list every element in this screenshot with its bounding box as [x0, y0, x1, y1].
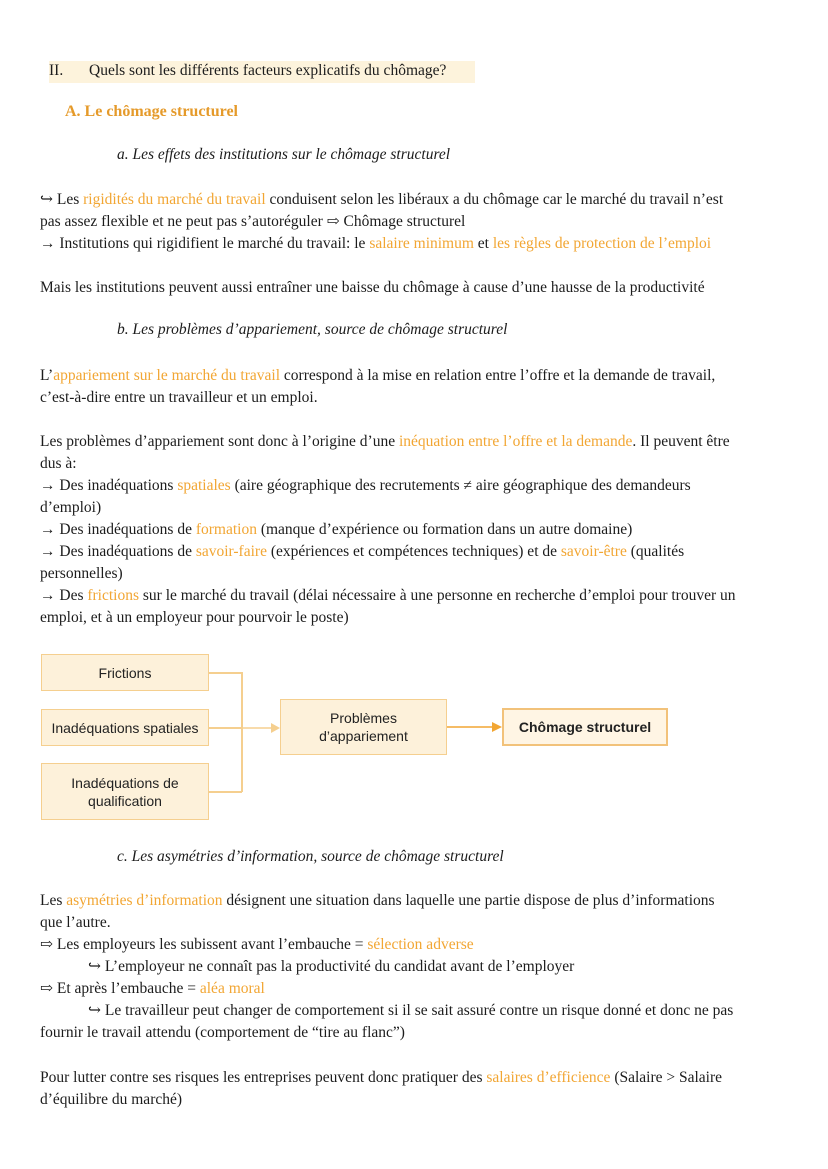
highlight-term: salaire minimum — [369, 235, 474, 252]
highlight-term: sélection adverse — [367, 936, 474, 953]
highlight-term: frictions — [87, 587, 140, 604]
part-b-paragraph-1: L’appariement sur le marché du travail correspond à la mise en relation entre l’offre et la demande de travail, c’est-à-dire entre un travailleur et un emploi. — [40, 367, 716, 406]
part-c-title: c. Les asymétries d’information, source de chômage structurel — [117, 848, 504, 865]
highlight-term: appariement sur le marché du travail — [53, 367, 281, 384]
highlight-term: aléa moral — [199, 980, 265, 997]
connector-line — [209, 791, 242, 793]
subsection-title: A. Le chômage structurel — [65, 103, 238, 120]
highlight-term: les règles de protection de l’emploi — [492, 235, 712, 252]
highlight-term: salaires d’efficience — [486, 1069, 611, 1086]
diagram-box-appariement: Problèmes d’appariement — [280, 699, 447, 755]
part-a-title: a. Les effets des institutions sur le chômage structurel — [117, 146, 451, 163]
diagram-box-frictions: Frictions — [41, 654, 209, 691]
arrow-icon — [447, 719, 503, 735]
section-heading — [49, 61, 475, 83]
diagram-box-spatial: Inadéquations spatiales — [41, 709, 209, 746]
highlight-term: inéquation entre l’offre et la demande — [398, 433, 633, 450]
diagram-box-result: Chômage structurel — [502, 708, 668, 746]
part-b-title: b. Les problèmes d’appariement, source de chômage structurel — [117, 321, 508, 338]
connector-line — [209, 672, 242, 674]
highlight-term: spatiales — [177, 477, 231, 494]
part-a-paragraph-1: ↪ Les rigidités du marché du travail conduisent selon les libéraux a du chômage car le marché du travail n’est pas assez flexible et ne peut pas s’autoréguler ⇨ Chômage structurel → Institutions qui rigidifient le marché du travail: le salaire minimum et les règles de protection de l’emploi — [40, 191, 724, 252]
highlight-term: savoir-faire — [195, 543, 267, 560]
highlight-term: rigidités du marché du travail — [83, 191, 266, 208]
section-title: Quels sont les différents facteurs explicatifs du chômage? — [89, 62, 447, 79]
part-c-paragraph-1: Les asymétries d’information désignent une situation dans laquelle une partie dispose de plus d’informations que l’autre. ⇨ Les employeurs les subissent avant l’embauche = sélection adverse ↪ L’employeur ne connaît pas la productivité du candidat avant de l’employer ⇨ Et après l’embauche = aléa moral ↪ Le travailleur peut changer de comportement si il se sait assuré contre un risque donné et donc ne pas fournir le travail attendu (comportement de “tire au flanc”) — [40, 892, 734, 1041]
part-b-paragraph-2: Les problèmes d’appariement sont donc à l’origine d’une inéquation entre l’offre et la demande. Il peuvent être dus à: → Des inadéquations spatiales (aire géographique des recrutements ≠ aire géographique des demandeurs d’emploi) → Des inadéquations de formation (manque d’expérience ou formation dans un autre domaine) → Des inadéquations de savoir-faire (expériences et compétences techniques) et de savoir-être (qualités personnelles) → Des frictions sur le marché du travail (délai nécessaire à une personne en recherche d’emploi pour trouver un emploi, et à un employeur pour pourvoir le poste) — [40, 433, 736, 626]
section-number: II. — [49, 62, 64, 79]
highlight-term: formation — [195, 521, 257, 538]
connector-line — [209, 727, 242, 729]
part-c-paragraph-2: Pour lutter contre ses risques les entreprises peuvent donc pratiquer des salaires d’efficience (Salaire > Salaire d’équilibre du marché) — [40, 1069, 723, 1108]
part-a-paragraph-2: Mais les institutions peuvent aussi entraîner une baisse du chômage à cause d’une hausse de la productivité — [40, 279, 705, 296]
highlight-term: asymétries d’information — [66, 892, 223, 909]
diagram-box-qualification: Inadéquations de qualification — [41, 763, 209, 820]
highlight-term: savoir-être — [560, 543, 627, 560]
arrow-icon — [241, 720, 281, 736]
